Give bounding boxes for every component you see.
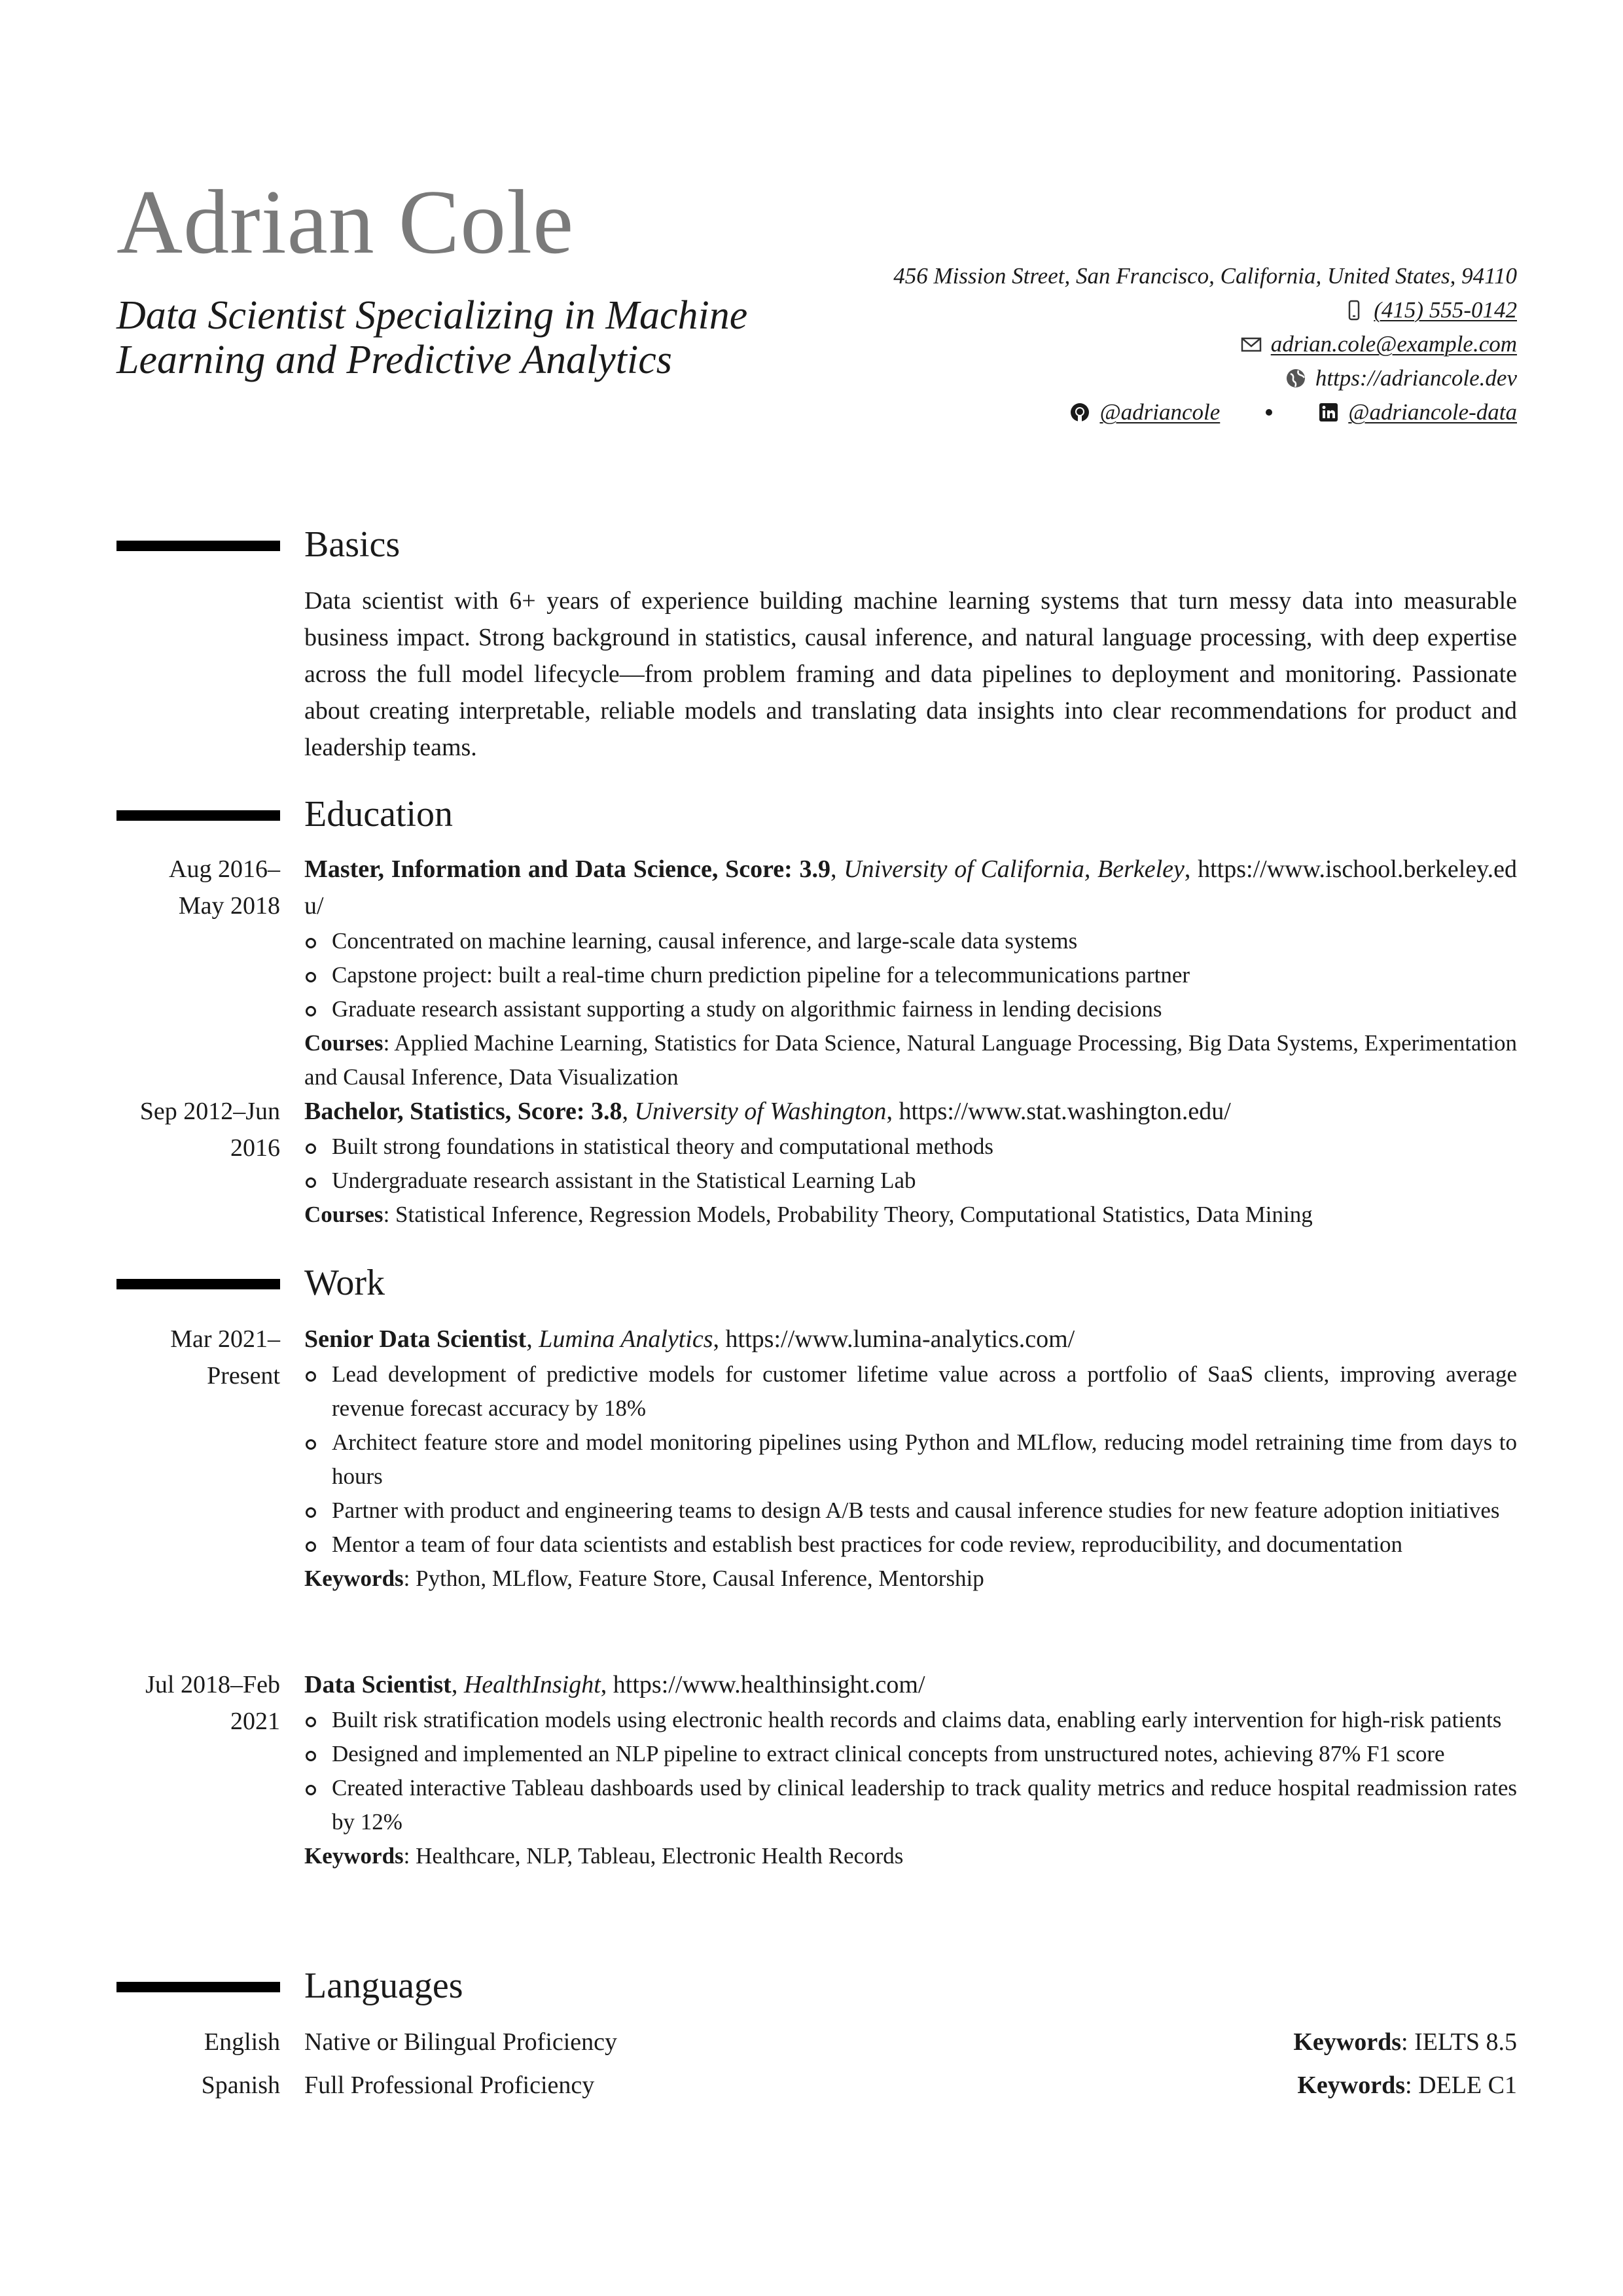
phone-row	[666, 293, 1517, 327]
basics-summary: Data scientist with 6+ years of experience building machine learning systems that turn messy data into measurable business impact. Strong background in statistics, causal inference, and natural language processing, with deep expertise across the full model lifecycle—from problem framing and data pipelines to deployment and monitoring. Passionate about creating interpretable, reliable models and translating data insights into clear recommendations for product and leadership teams.	[304, 587, 1517, 761]
keywords-text: Healthcare, NLP, Tableau, Electronic Health Records	[416, 1843, 904, 1869]
position: Data Scientist	[304, 1671, 452, 1698]
keywords-label: Keywords	[304, 1566, 404, 1591]
list-item: Created interactive Tableau dashboards used by clinical leadership to track quality metrics and reduce hospital readmission rates by 12%	[304, 1771, 1517, 1839]
keywords-text: DELE C1	[1418, 2072, 1517, 2099]
work-content	[304, 1321, 1517, 1596]
company: Lumina Analytics	[539, 1325, 713, 1353]
linkedin-link[interactable]: @adriancole-data	[1348, 399, 1517, 425]
phone-icon	[1344, 300, 1364, 321]
school: University of Washington	[634, 1098, 887, 1125]
social-row	[666, 395, 1517, 429]
list-item: Partner with product and engineering teams to design A/B tests and causal inference studies for new feature adoption initiatives	[304, 1494, 1517, 1528]
education-heading: Master, Information and Data Science, Score: 3.9, University of California, Berkeley, https://www.ischool.berkeley.edu/	[304, 855, 1518, 920]
company-url[interactable]: https://www.lumina-analytics.com/	[725, 1325, 1075, 1353]
candidate-name: Adrian Cole	[116, 171, 575, 273]
education-rule	[116, 810, 280, 821]
degree: Master, Information and Data Science, Score: 3.9	[304, 855, 831, 883]
date-end: 2021	[230, 1708, 280, 1735]
date-start: Sep 2012–Jun	[139, 1098, 280, 1125]
language-keywords: Keywords: IELTS 8.5	[1293, 2028, 1517, 2056]
courses-text: Applied Machine Learning, Statistics for Data Science, Natural Language Processing, Big Data Systems, Experimentation and Causal Inference, Data Visualization	[304, 1030, 1517, 1090]
address-text: 456 Mission Street, San Francisco, California, United States, 94110	[893, 263, 1517, 289]
language-name: English	[204, 2028, 280, 2056]
separator-dot	[1266, 409, 1272, 416]
list-item: Mentor a team of four data scientists and establish best practices for code review, reproducibility, and documentation	[304, 1528, 1517, 1562]
globe-icon	[1285, 368, 1306, 389]
education-highlights	[304, 924, 1517, 1026]
education-content	[304, 1093, 1517, 1232]
website-row	[666, 361, 1517, 395]
education-highlights	[304, 1130, 1517, 1198]
school: University of California, Berkeley	[844, 855, 1185, 883]
date-end: 2016	[230, 1134, 280, 1162]
date-start: Jul 2018–Feb	[145, 1671, 280, 1698]
list-item: Capstone project: built a real-time churn prediction pipeline for a telecommunications partner	[304, 958, 1517, 992]
keywords-text: IELTS 8.5	[1414, 2028, 1517, 2056]
basics-rule	[116, 541, 280, 551]
list-item: Graduate research assistant supporting a study on algorithmic fairness in lending decisions	[304, 992, 1517, 1026]
list-item: Architect feature store and model monitoring pipelines using Python and MLflow, reducing model retraining time from days to hours	[304, 1426, 1517, 1494]
phone-link[interactable]: (415) 555-0142	[1374, 297, 1517, 323]
position: Senior Data Scientist	[304, 1325, 527, 1353]
work-highlights	[304, 1703, 1517, 1839]
courses-text: Statistical Inference, Regression Models, Probability Theory, Computational Statistics, Data Mining	[395, 1202, 1313, 1227]
languages-title: Languages	[304, 1965, 463, 2006]
language-keywords: Keywords: DELE C1	[1297, 2072, 1517, 2099]
keywords-label: Keywords	[1293, 2028, 1401, 2056]
languages-rule	[116, 1982, 280, 1992]
list-item: Lead development of predictive models for customer lifetime value across a portfolio of SaaS clients, improving average revenue forecast accuracy by 18%	[304, 1357, 1517, 1426]
school-url[interactable]: https://www.stat.washington.edu/	[899, 1098, 1231, 1125]
work-rule	[116, 1279, 280, 1289]
basics-title: Basics	[304, 524, 401, 565]
contact-block	[666, 259, 1517, 429]
work-title: Work	[304, 1263, 385, 1303]
date-end: Present	[207, 1362, 280, 1390]
work-heading: Senior Data Scientist, Lumina Analytics, https://www.lumina-analytics.com/	[304, 1325, 1075, 1353]
education-title: Education	[304, 794, 454, 834]
email-row	[666, 327, 1517, 361]
date-start: Mar 2021–	[170, 1325, 280, 1353]
work-date	[84, 1321, 280, 1394]
language-name: Spanish	[201, 2072, 280, 2099]
work-content	[304, 1666, 1517, 1873]
list-item: Concentrated on machine learning, causal inference, and large-scale data systems	[304, 924, 1517, 958]
github-link[interactable]: @adriancole	[1099, 399, 1221, 425]
education-date	[84, 1093, 280, 1166]
list-item: Undergraduate research assistant in the Statistical Learning Lab	[304, 1164, 1517, 1198]
keywords-text: Python, MLflow, Feature Store, Causal Inference, Mentorship	[416, 1566, 984, 1591]
language-fluency: Full Professional Proficiency	[304, 2072, 595, 2099]
company: HealthInsight	[463, 1671, 601, 1698]
degree: Bachelor, Statistics, Score: 3.8	[304, 1098, 622, 1125]
address-row	[666, 259, 1517, 293]
courses-line: Courses: Statistical Inference, Regression Models, Probability Theory, Computational Statistics, Data Mining	[304, 1202, 1313, 1227]
email-link[interactable]: adrian.cole@example.com	[1270, 331, 1517, 357]
school-url[interactable]: https://www.ischool.berkeley.edu/	[304, 855, 1518, 920]
education-content	[304, 851, 1517, 1094]
keywords-label: Keywords	[1297, 2072, 1405, 2099]
list-item: Built strong foundations in statistical theory and computational methods	[304, 1130, 1517, 1164]
keywords-label: Keywords	[304, 1843, 404, 1869]
work-heading: Data Scientist, HealthInsight, https://www.healthinsight.com/	[304, 1671, 925, 1698]
list-item: Built risk stratification models using electronic health records and claims data, enabling early intervention for high-risk patients	[304, 1703, 1517, 1737]
courses-label: Courses	[304, 1202, 383, 1227]
education-date	[84, 851, 280, 924]
candidate-headline: Data Scientist Specializing in Machine Learning and Predictive Analytics	[116, 293, 748, 382]
date-end: May 2018	[178, 892, 280, 920]
list-item: Designed and implemented an NLP pipeline to extract clinical concepts from unstructured notes, achieving 87% F1 score	[304, 1737, 1517, 1771]
keywords-line: Keywords: Python, MLflow, Feature Store, Causal Inference, Mentorship	[304, 1566, 984, 1591]
courses-label: Courses	[304, 1030, 383, 1056]
education-heading: Bachelor, Statistics, Score: 3.8, University of Washington, https://www.stat.washington.edu/	[304, 1098, 1231, 1125]
language-fluency: Native or Bilingual Proficiency	[304, 2028, 618, 2056]
work-date	[84, 1666, 280, 1740]
company-url[interactable]: https://www.healthinsight.com/	[613, 1671, 925, 1698]
linkedin-icon	[1318, 402, 1339, 423]
website-text[interactable]: https://adriancole.dev	[1315, 365, 1517, 391]
envelope-icon	[1241, 334, 1262, 355]
work-highlights	[304, 1357, 1517, 1562]
keywords-line: Keywords: Healthcare, NLP, Tableau, Electronic Health Records	[304, 1843, 904, 1869]
date-start: Aug 2016–	[169, 855, 280, 883]
courses-line: Courses: Applied Machine Learning, Statistics for Data Science, Natural Language Processing, Big Data Systems, Experimentation and Causal Inference, Data Visualization	[304, 1030, 1517, 1090]
github-icon	[1069, 402, 1090, 423]
